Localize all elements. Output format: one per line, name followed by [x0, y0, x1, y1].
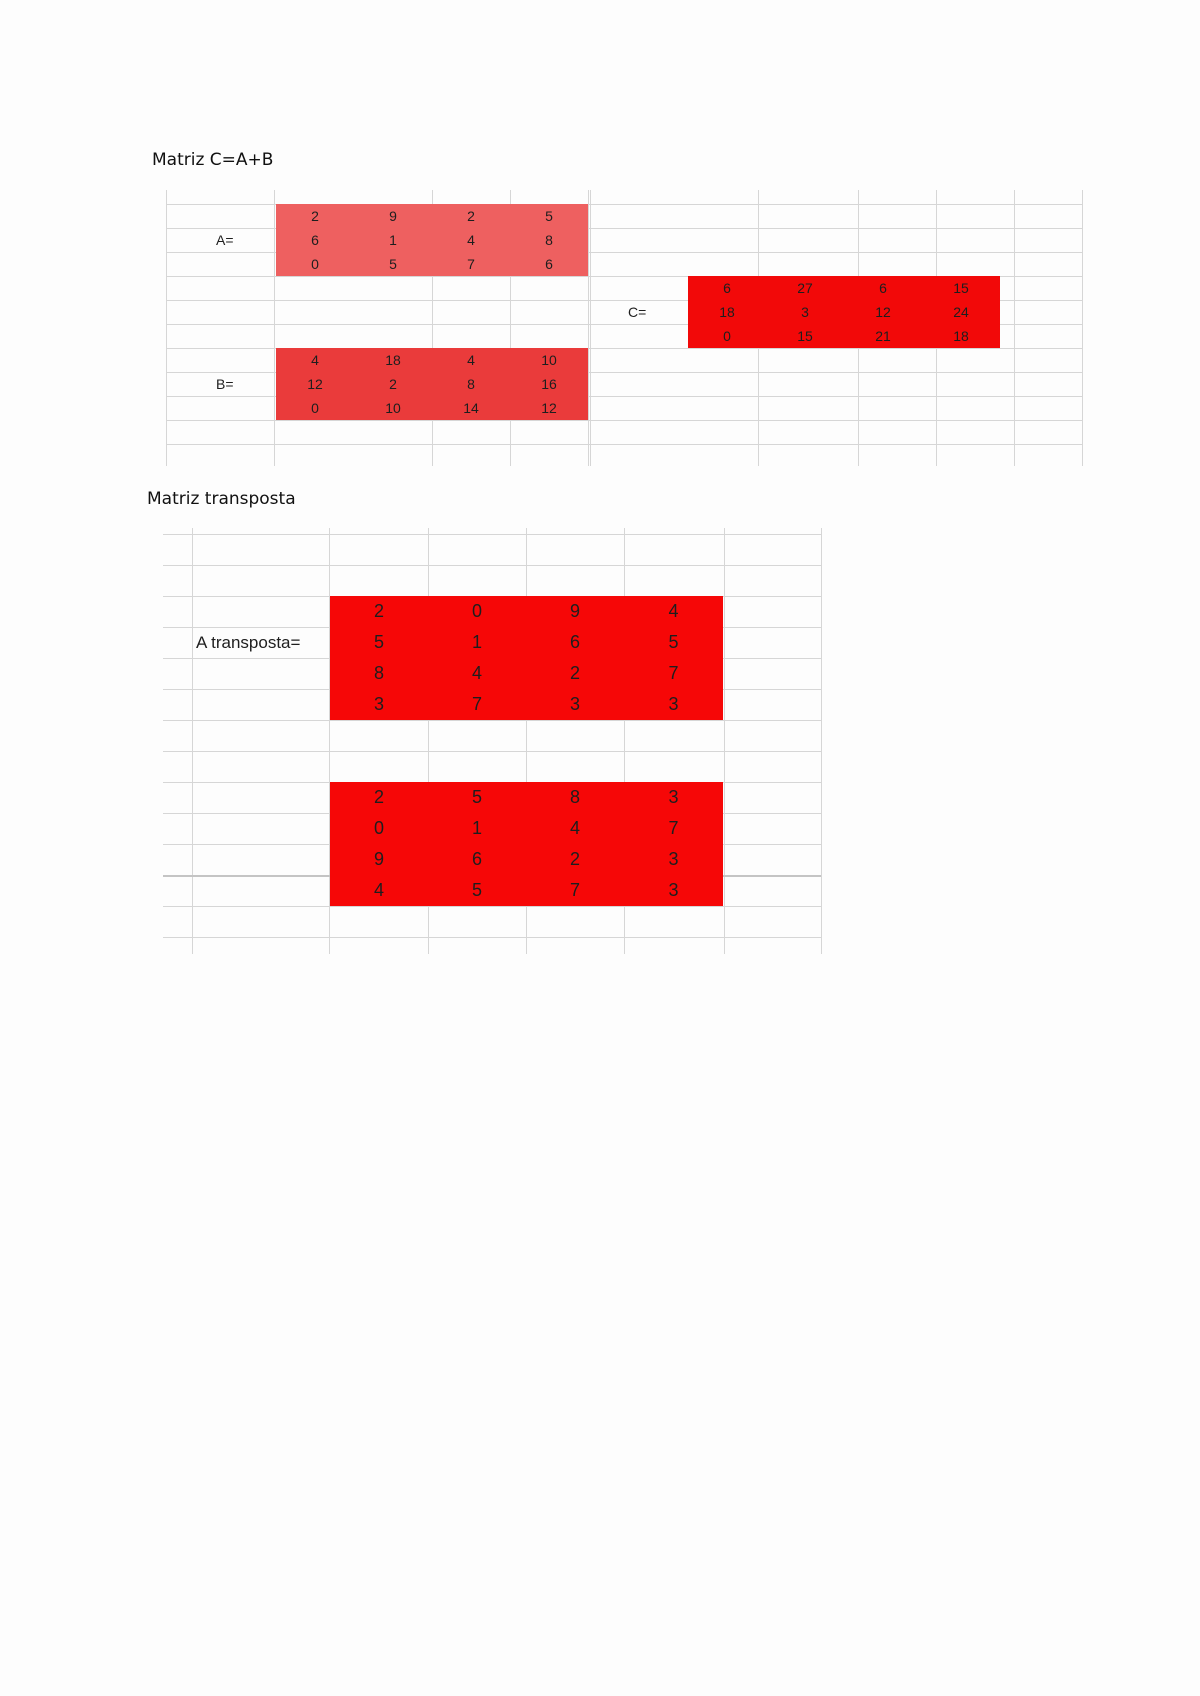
matrix-row	[330, 596, 723, 627]
matrix-cell[interactable]: 3	[373, 694, 384, 714]
matrix-row	[276, 228, 588, 252]
matrix-cell[interactable]: 2	[311, 208, 319, 224]
matrix-cell[interactable]: 1	[471, 632, 482, 652]
heading-matriz-transposta: Matriz transposta	[147, 489, 296, 509]
matrix-row	[330, 658, 723, 689]
matrix-cell[interactable]: 4	[471, 663, 482, 683]
matrix-cell[interactable]: 0	[311, 256, 319, 272]
matrix-cell[interactable]: 2	[467, 208, 475, 224]
grid-column-line	[588, 190, 589, 466]
matrix-a-block	[276, 204, 588, 276]
spreadsheet-transposta	[163, 528, 821, 954]
matrix-cell[interactable]: 4	[467, 232, 475, 248]
grid-row-line	[166, 420, 1082, 421]
matrix-cell[interactable]: 6	[545, 256, 553, 272]
matrix-cell[interactable]: 12	[541, 400, 557, 416]
matrix-cell[interactable]: 3	[668, 880, 679, 900]
matrix-cell[interactable]: 12	[875, 304, 891, 320]
grid-column-line	[821, 528, 822, 954]
matrix-row	[330, 875, 723, 906]
grid-column-line	[166, 190, 167, 466]
matrix-cell[interactable]: 21	[875, 328, 891, 344]
matrix-cell[interactable]: 15	[797, 328, 813, 344]
matrix-cell[interactable]: 16	[541, 376, 557, 392]
matrix-cell[interactable]: 7	[668, 663, 679, 683]
matrix-cell[interactable]: 6	[311, 232, 319, 248]
matrix-cell[interactable]: 0	[373, 818, 384, 838]
matrix-cell[interactable]: 5	[471, 880, 482, 900]
matrix-at-block	[330, 596, 723, 720]
matrix-cell[interactable]: 12	[307, 376, 323, 392]
matrix-cell[interactable]: 3	[668, 787, 679, 807]
matrix-cell[interactable]: 3	[668, 694, 679, 714]
matrix-c-label: C=	[628, 304, 647, 320]
matrix-at-label: A transposta=	[196, 632, 301, 652]
matrix-b-block	[276, 348, 588, 420]
grid-column-line	[1014, 190, 1015, 466]
matrix-cell[interactable]: 27	[797, 280, 813, 296]
matrix-cell[interactable]: 2	[373, 601, 384, 621]
matrix-cell[interactable]: 6	[879, 280, 887, 296]
grid-column-line	[724, 528, 725, 954]
matrix-at2-block	[330, 782, 723, 906]
grid-row-line	[163, 720, 821, 721]
matrix-cell[interactable]: 24	[953, 304, 969, 320]
matrix-cell[interactable]: 1	[389, 232, 397, 248]
matrix-cell[interactable]: 10	[385, 400, 401, 416]
matrix-row	[276, 372, 588, 396]
grid-row-line	[163, 751, 821, 752]
matrix-row	[330, 782, 723, 813]
matrix-row	[276, 348, 588, 372]
matrix-cell[interactable]: 0	[723, 328, 731, 344]
matrix-cell[interactable]: 4	[668, 601, 679, 621]
matrix-cell[interactable]: 0	[311, 400, 319, 416]
matrix-cell[interactable]: 9	[373, 849, 384, 869]
matrix-cell[interactable]: 5	[389, 256, 397, 272]
matrix-cell[interactable]: 5	[373, 632, 384, 652]
matrix-b-label: B=	[216, 376, 234, 392]
matrix-row	[330, 689, 723, 720]
matrix-cell[interactable]: 18	[719, 304, 735, 320]
matrix-cell[interactable]: 10	[541, 352, 557, 368]
matrix-cell[interactable]: 2	[569, 849, 580, 869]
matrix-cell[interactable]: 3	[801, 304, 809, 320]
matrix-row	[330, 627, 723, 658]
matrix-cell[interactable]: 1	[471, 818, 482, 838]
matrix-cell[interactable]: 6	[723, 280, 731, 296]
matrix-row	[330, 813, 723, 844]
matrix-cell[interactable]: 4	[569, 818, 580, 838]
matrix-cell[interactable]: 14	[463, 400, 479, 416]
spreadsheet-soma	[166, 190, 1082, 466]
grid-column-line	[1082, 190, 1083, 466]
matrix-cell[interactable]: 3	[668, 849, 679, 869]
matrix-cell[interactable]: 0	[471, 601, 482, 621]
grid-row-line	[163, 937, 821, 938]
matrix-cell[interactable]: 8	[467, 376, 475, 392]
matrix-cell[interactable]: 5	[545, 208, 553, 224]
heading-matriz-soma: Matriz C=A+B	[152, 150, 274, 170]
matrix-cell[interactable]: 7	[467, 256, 475, 272]
matrix-cell[interactable]: 4	[467, 352, 475, 368]
matrix-row	[276, 252, 588, 276]
grid-column-line	[274, 190, 275, 466]
grid-column-line	[590, 190, 591, 466]
grid-column-line	[192, 528, 193, 954]
matrix-cell[interactable]: 5	[668, 632, 679, 652]
matrix-cell[interactable]: 5	[471, 787, 482, 807]
matrix-cell[interactable]: 8	[373, 663, 384, 683]
matrix-row	[276, 204, 588, 228]
matrix-c-block	[688, 276, 1000, 348]
matrix-row	[688, 324, 1000, 348]
matrix-row	[688, 276, 1000, 300]
matrix-cell[interactable]: 3	[569, 694, 580, 714]
matrix-cell[interactable]: 9	[389, 208, 397, 224]
matrix-row	[688, 300, 1000, 324]
matrix-cell[interactable]: 6	[471, 849, 482, 869]
matrix-cell[interactable]: 8	[545, 232, 553, 248]
matrix-cell[interactable]: 15	[953, 280, 969, 296]
matrix-cell[interactable]: 4	[311, 352, 319, 368]
grid-row-line	[163, 565, 821, 566]
grid-row-line	[163, 906, 821, 907]
grid-row-line	[163, 534, 821, 535]
matrix-cell[interactable]: 4	[373, 880, 384, 900]
matrix-a-label: A=	[216, 232, 234, 248]
matrix-cell[interactable]: 9	[569, 601, 580, 621]
matrix-cell[interactable]: 7	[471, 694, 482, 714]
matrix-cell[interactable]: 6	[569, 632, 580, 652]
grid-row-line	[166, 444, 1082, 445]
matrix-row	[330, 844, 723, 875]
matrix-cell[interactable]: 2	[569, 663, 580, 683]
matrix-cell[interactable]: 2	[373, 787, 384, 807]
matrix-cell[interactable]: 7	[668, 818, 679, 838]
matrix-cell[interactable]: 8	[569, 787, 580, 807]
matrix-row	[276, 396, 588, 420]
matrix-cell[interactable]: 18	[953, 328, 969, 344]
matrix-cell[interactable]: 2	[389, 376, 397, 392]
matrix-cell[interactable]: 7	[569, 880, 580, 900]
matrix-cell[interactable]: 18	[385, 352, 401, 368]
